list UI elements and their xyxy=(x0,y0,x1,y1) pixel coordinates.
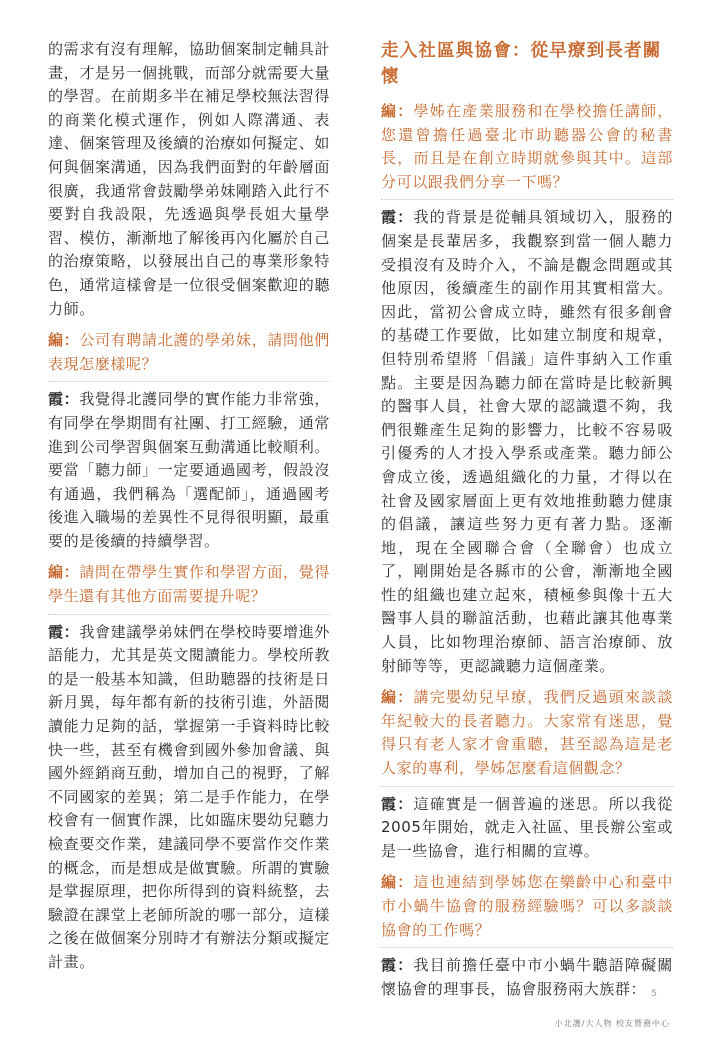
page-number: 5 xyxy=(651,989,657,999)
paragraph-question: 編：請問在帶學生實作和學習方面，覺得學生還有其他方面需要提升呢？ xyxy=(48,561,330,614)
speaker-label: 霞： xyxy=(381,794,414,813)
paragraph-answer: 的需求有沒有理解，協助個案制定輔具計畫，才是另一個挑戰，而部分就需要大量的學習。在前期多半在補足學校無法習得的商業化模式運作，例如人際溝通、表達、個案管理及後續的治療如何擬定、如何與個案溝通，因為我們面對的年齡層面很廣，我通常會鼓勵學弟妹剛踏入此行不要對自我設限，先透過與學長姐大量學習、模仿，漸漸地了解後再內化屬於自己的治療策略，以發展出自己的專業形象特色，通常這樣會是一位很受個案歡迎的聽力師。 xyxy=(48,40,330,318)
speaker-label: 霞： xyxy=(48,622,80,641)
speaker-label: 霞： xyxy=(48,390,80,409)
paragraph-answer: 霞：我目前擔任臺中市小蝸牛聽語障礙關懷協會的理事長，協會服務兩大族群： xyxy=(381,956,674,998)
speaker-label: 編： xyxy=(381,873,414,892)
speaker-label: 編： xyxy=(381,102,414,120)
speaker-label: 霞： xyxy=(381,956,414,975)
section-title: 走入社區與協會：從早療到長者關懷 xyxy=(381,41,662,87)
paragraph-answer: 霞：我會建議學弟妹們在學校時要增進外語能力，尤其是英文閱讀能力。學校所教的是一般基本知識，但助聽器的技術是日新月異，每年都有新的技術引進，外語閱讀能力足夠的話，掌握第一手資料時比較快一些，甚至有機會到國外參加會議、與國外經銷商互動，增加自己的視野，了解不同國家的差異；第二是手作能力，在學校會有一個實作課，比如臨床嬰幼兒聽力檢查要交作業，建議同學不要當作交作業的概念，而是想成是做實驗。所謂的實驗是掌握原理，把你所得到的資料統整，去驗證在課堂上老師所說的哪一部分，這樣之後在做個案分別時才有辦法分類或擬定計畫。 xyxy=(48,622,330,971)
speaker-label: 編： xyxy=(48,331,80,350)
left-column xyxy=(48,38,330,983)
speaker-label: 編： xyxy=(381,688,414,707)
right-column xyxy=(381,38,673,1009)
paragraph-answer: 霞：我的背景是從輔具領域切入，服務的個案是長輩居多，我觀察到當一個人聽力受損沒有及時介入，不論是觀念問題或其他原因，後續產生的副作用其實相當大。因此，當初公會成立時，雖然有很多創會的基礎工作要做，比如建立制度和規章，但特別希望將「倡議」這件事納入工作重點。主要是因為聽力師在當時是比較新興的醫事人員，社會大眾的認識還不夠，我們很難產生足夠的影響力，比較不容易吸引優秀的人才投入學系或產業。聽力師公會成立後，透過組織化的力量，才得以在社會及國家層面上更有效地推動聽力健康的倡議，讓這些努力更有著力點。逐漸地，現在全國聯合會（全聯會）也成立了，剛開始是各縣市的公會，漸漸地全國性的組織也建立起來，積極參與像十五大醫事人員的聯誼活動，也藉此讓其他專業人員，比如物理治療師、語言治療師、放射師等等，更認識聽力這個產業。 xyxy=(381,208,674,675)
paragraph-question: 編：這也連結到學姊您在樂齡中心和臺中市小蝸牛協會的服務經驗嗎？可以多談談協會的工作嗎？ xyxy=(381,871,673,948)
speaker-label: 編： xyxy=(48,563,80,582)
paragraph-question: 編：公司有聘請北護的學弟妹，請問他們表現怎麼樣呢？ xyxy=(48,329,330,382)
paragraph-question: 編：講完嬰幼兒早療，我們反過頭來談談年紀較大的長者聽力。大家常有迷思，覺得只有老人家才會重聽，甚至認為這是老人家的專利，學姊怎麼看這個觀念？ xyxy=(381,686,673,786)
paragraph-answer: 霞：我覺得北護同學的實作能力非常強，有同學在學期間有社團、打工經驗，通常進到公司學習與個案互動溝通比較順利。要當「聽力師」一定要通過國考，假設沒有通過，我們稱為「選配師」，通過國考後進入職場的差異性不見得很明顯，最重要的是後續的持續學習。 xyxy=(48,390,330,550)
paragraph-answer: 霞：這確實是一個普遍的迷思。所以我從2005年開始，就走入社區、里長辦公室或是一些協會，進行相關的宣導。 xyxy=(381,794,674,860)
paragraph-question: 編：學姊在產業服務和在學校擔任講師，您還曾擔任過臺北市助聽器公會的秘書長，而且是在創立時期就參與其中。這部分可以跟我們分享一下嗎？ xyxy=(381,100,673,200)
speaker-label: 霞： xyxy=(381,208,414,227)
page-footer: 小北護/大人物 校友暨務中心 xyxy=(554,1019,670,1028)
